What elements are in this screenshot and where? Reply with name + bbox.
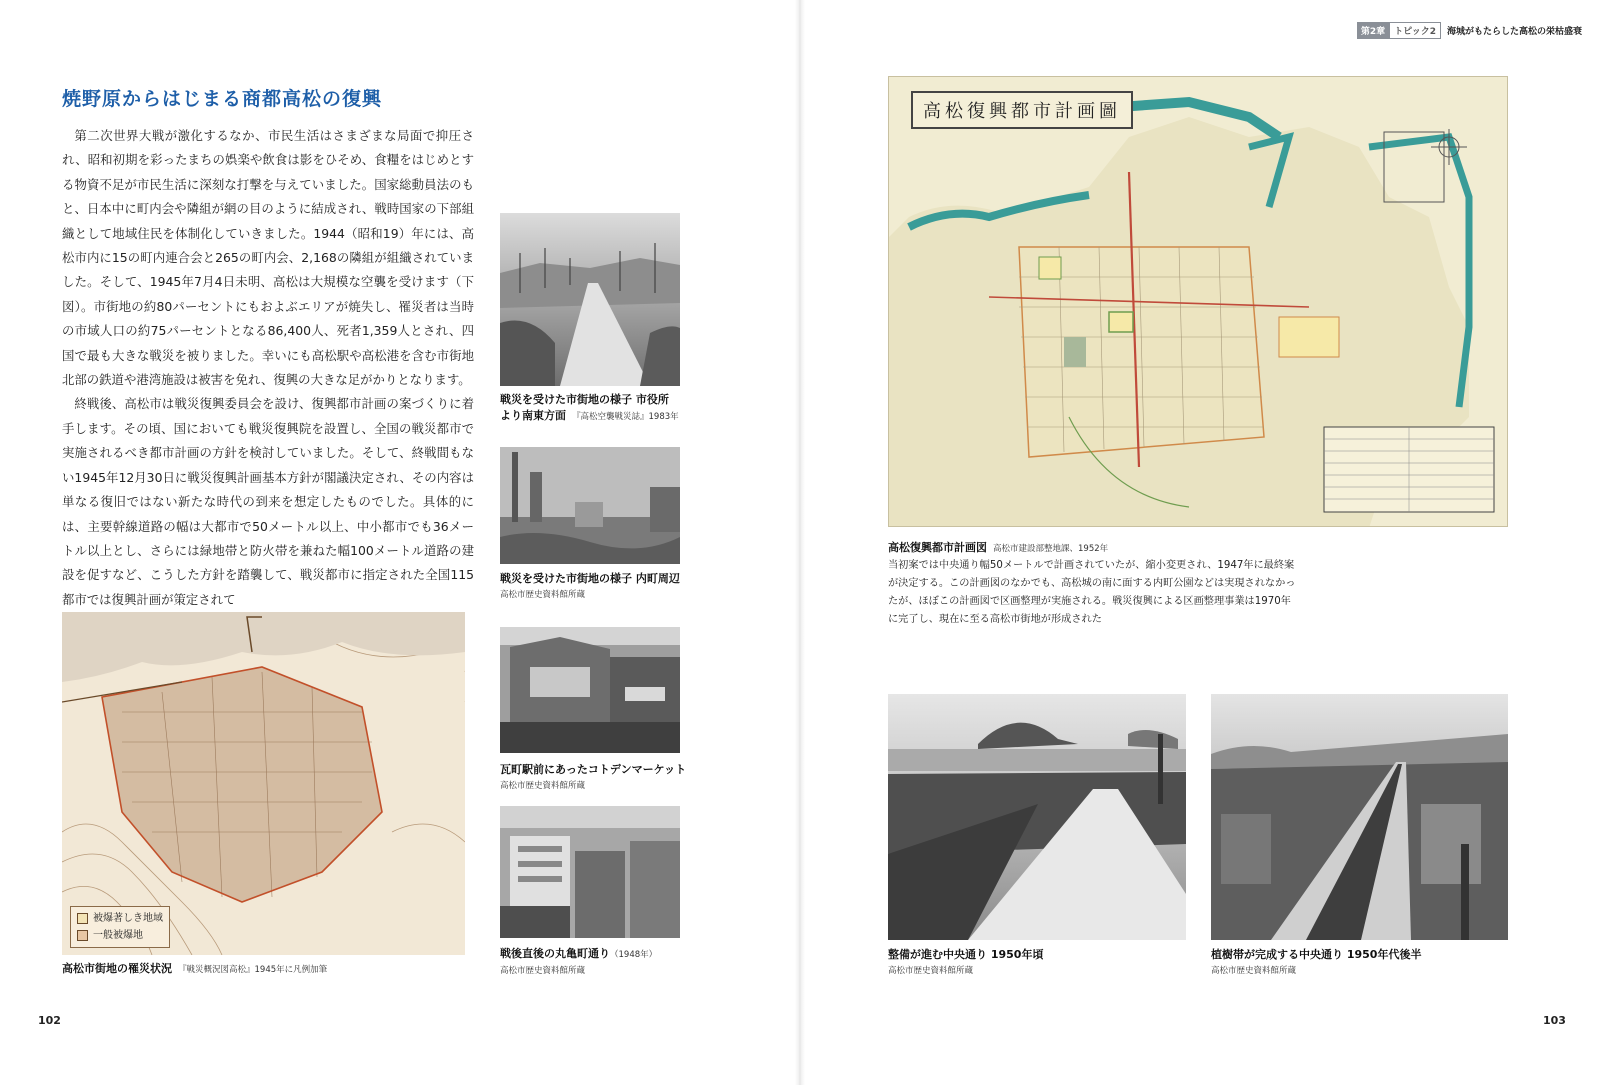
reconstruction-plan-map-image [889,77,1508,527]
plan-map-description-line-3: たが、ほぼこの計画図で区画整理が実施される。戦災復興による区画整理事業は1970年 [888,596,1291,607]
bottom-photo-left-source: 高松市歴史資料館所蔵 [888,966,974,976]
photo-uchimachi-ruins-image [500,447,680,564]
plan-map-title-plate [911,91,1133,129]
plan-map-description-line-2: が決定する。この計画図のなかでも、高松城の南に面する内町公園などは実現されなかっ [888,578,1296,589]
legend-label-severe: 被爆著しき地域 [93,913,163,924]
photo-4-title: 戦後直後の丸亀町通り [500,947,610,960]
photo-2-source: 高松市歴史資料館所蔵 [500,590,586,600]
reconstruction-plan-map [888,76,1508,527]
bottom-photo-right-source: 高松市歴史資料館所蔵 [1211,966,1297,976]
photo-uchimachi-ruins [500,447,680,564]
photo-3-source: 高松市歴史資料館所蔵 [500,781,586,791]
photo-marugamemachi-street-image [500,806,680,938]
paragraph-2: 終戦後、高松市は戦災復興委員会を設け、復興都市計画の案づくりに着手します。その頃、国においても戦災復興院を設置し、全国の戦災都市で実施されるべき都市計画の方針を検討していました。そして、終戦間もない1945年12月30日に戦災復興計画基本方針が閣議決定され、その内容は単なる復旧ではない新たな時代の到来を想定したものでした。具体的には、主要幹線道路の幅は大都市で50メートル以上、中小都市でも36メートル以上とし、さらには緑地帯と防火帯を兼ねた幅100メートル道路の建設を促すなど、こうした方針を踏襲して、戦災都市に指定された全国115都市では復興計画が策定されて [62,396,474,607]
paragraph-1: 第二次世界大戦が激化するなか、市民生活はさまざまな局面で抑圧され、昭和初期を彩ったまちの娯楽や飲食は影をひそめ、食糧をはじめとする物資不足が市民生活に深刻な打撃を与えていました。国家総動員法のもと、日本中に町内会や隣組が網の目のように結成され、戦時国家の下部組織として地域住民を体制化していきました。1944（昭和19）年には、高松市内に15の町内連合会と265の町内会、2,168の隣組が組織されていました。そして、1945年7月4日未明、高松は大規模な空襲を受けます（下図）。市街地の約80パーセントにもおよぶエリアが焼失し、罹災者は当時の市域人口の約75パーセントとなる86,400人、死者1,359人とされ、四国で最も大きな戦災を被りました。幸いにも高松駅や高松港を含む市街地北部の鉄道や港湾施設は被害を免れ、復興の大きな足がかりとなります。 [62,128,474,388]
header-title: 海城がもたらした高松の栄枯盛衰 [1446,27,1582,37]
photo-4-note: （1948年） [610,950,658,960]
damage-map-image [62,612,465,955]
photo-chuo-dori-late-1950s [1211,694,1508,940]
photo-1-title-line2: より南東方面 [500,409,566,422]
bottom-photo-right-title: 植樹帯が完成する中央通り 1950年代後半 [1211,948,1422,961]
damage-map-caption [62,961,482,978]
photo-chuo-dori-1950-image [888,694,1186,940]
photo-kotoden-market-image [500,627,680,753]
legend-swatch-general [77,930,88,941]
plan-map-caption-title: 高松復興都市計画図 [888,541,987,554]
photo-war-damaged-city-image [500,213,680,386]
photo-1-source: 『高松空襲戦災誌』1983年 [572,412,679,422]
photo-chuo-dori-late-1950s-image [1211,694,1508,940]
damage-map-source: 『戦災概況図高松』1945年に凡例加筆 [178,965,328,975]
photo-1-title-line1: 戦災を受けた市街地の様子 市役所 [500,393,669,406]
photo-marugamemachi-street [500,806,680,938]
damage-map-title: 高松市街地の罹災状況 [62,962,172,975]
photo-chuo-dori-1950 [888,694,1186,940]
page-number-left: 102 [38,1014,61,1027]
bottom-photo-right-caption [1211,947,1511,979]
page-number-right: 103 [1543,1014,1566,1027]
bottom-photo-left-title: 整備が進む中央通り 1950年頃 [888,948,1044,961]
plan-map-caption-source: 高松市建設部整地課、1952年 [993,544,1109,554]
bottom-photo-left-caption [888,947,1188,979]
legend-swatch-severe [77,913,88,924]
section-title: 焼野原からはじまる商都高松の復興 [62,88,383,110]
legend-item-general [77,927,163,944]
photo-3-title: 瓦町駅前にあったコトデンマーケット [500,763,687,776]
plan-map-description-line-4: に完了し、現在に至る高松市街地が形成された [888,614,1102,625]
topic-label: トピック2 [1389,22,1441,39]
photo-war-damaged-city [500,213,680,386]
running-header [1357,22,1582,39]
photo-4-caption [500,946,700,979]
plan-map-description [888,557,1308,629]
plan-map-caption [888,540,1308,629]
damage-map [62,612,465,955]
chapter-label: 第2章 [1357,22,1389,39]
photo-2-caption [500,571,690,603]
plan-map-title: 高松復興都市計画圖 [923,101,1121,122]
legend-item-severe [77,910,163,927]
body-text [62,124,474,612]
plan-map-description-line-1: 当初案では中央通り幅50メートルで計画されていたが、縮小変更され、1947年に最終案 [888,560,1295,571]
legend-label-general: 一般被爆地 [93,930,143,941]
photo-4-source: 高松市歴史資料館所蔵 [500,966,586,976]
photo-1-caption [500,392,690,425]
photo-3-caption [500,762,700,794]
damage-map-legend [70,906,170,948]
photo-kotoden-market [500,627,680,753]
photo-2-title: 戦災を受けた市街地の様子 内町周辺 [500,572,680,585]
page-spine [795,0,805,1085]
